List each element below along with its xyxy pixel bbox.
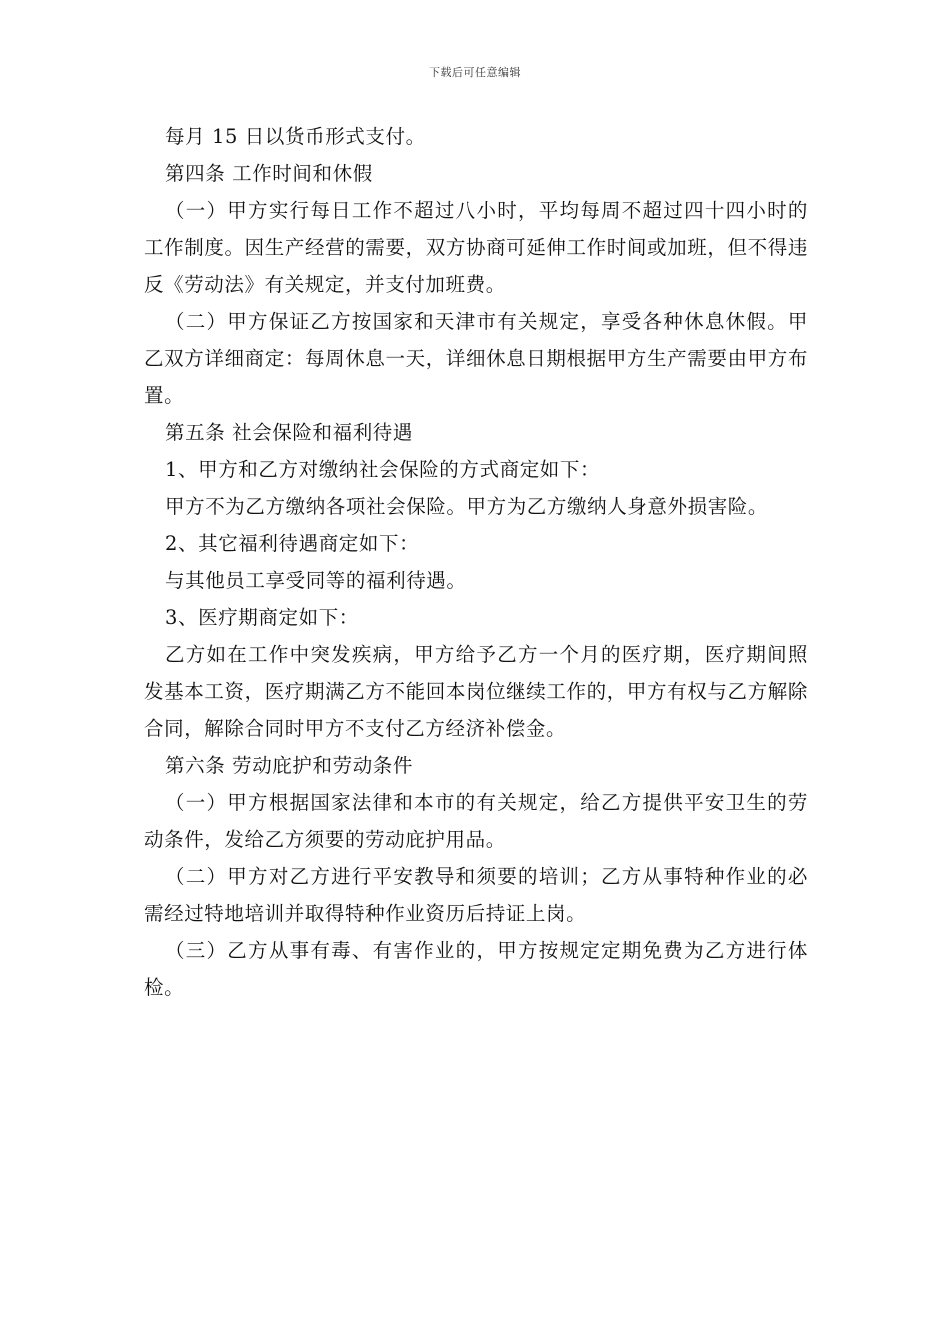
paragraph-working-hours: （一）甲方实行每日工作不超过八小时，平均每周不超过四十四小时的工作制度。因生产经营的需要，双方协商可延伸工作时间或加班，但不得违反《劳动法》有关规定，并支付加班费。	[144, 199, 808, 296]
paragraph-medical-terms: 乙方如在工作中突发疾病，甲方给予乙方一个月的医疗期，医疗期间照发基本工资，医疗期满乙方不能回本岗位继续工作的，甲方有权与乙方解除合同，解除合同时甲方不支付乙方经济补偿金。	[144, 643, 808, 740]
item-3-medical-period: 3、医疗期商定如下：	[165, 606, 359, 629]
document-body	[144, 118, 808, 1006]
article-5-heading: 第五条 社会保险和福利待遇	[165, 421, 413, 444]
paragraph-insurance-terms: 甲方不为乙方缴纳各项社会保险。甲方为乙方缴纳人身意外损害险。	[165, 495, 769, 518]
page-header-note: 下载后可任意编辑	[429, 66, 521, 79]
article-4-heading: 第四条 工作时间和休假	[165, 162, 373, 185]
paragraph-safety-training: （二）甲方对乙方进行平安教导和须要的培训；乙方从事特种作业的必需经过特地培训并取得特种作业资历后持证上岗。	[144, 865, 808, 925]
paragraph-benefits-terms: 与其他员工享受同等的福利待遇。	[165, 569, 467, 592]
paragraph-payment-date: 每月 15 日以货币形式支付。	[165, 125, 426, 148]
paragraph-rest-leave: （二）甲方保证乙方按国家和天津市有关规定，享受各种休息休假。甲乙双方详细商定：每周休息一天，详细休息日期根据甲方生产需要由甲方布置。	[144, 310, 808, 407]
article-6-heading: 第六条 劳动庇护和劳动条件	[165, 754, 413, 777]
paragraph-health-checkup: （三）乙方从事有毒、有害作业的，甲方按规定定期免费为乙方进行体检。	[144, 939, 808, 999]
paragraph-protection-conditions: （一）甲方根据国家法律和本市的有关规定，给乙方提供平安卫生的劳动条件，发给乙方须要的劳动庇护用品。	[144, 791, 808, 851]
item-1-social-insurance: 1、甲方和乙方对缴纳社会保险的方式商定如下：	[165, 458, 601, 481]
item-2-other-benefits: 2、其它福利待遇商定如下：	[165, 532, 420, 555]
